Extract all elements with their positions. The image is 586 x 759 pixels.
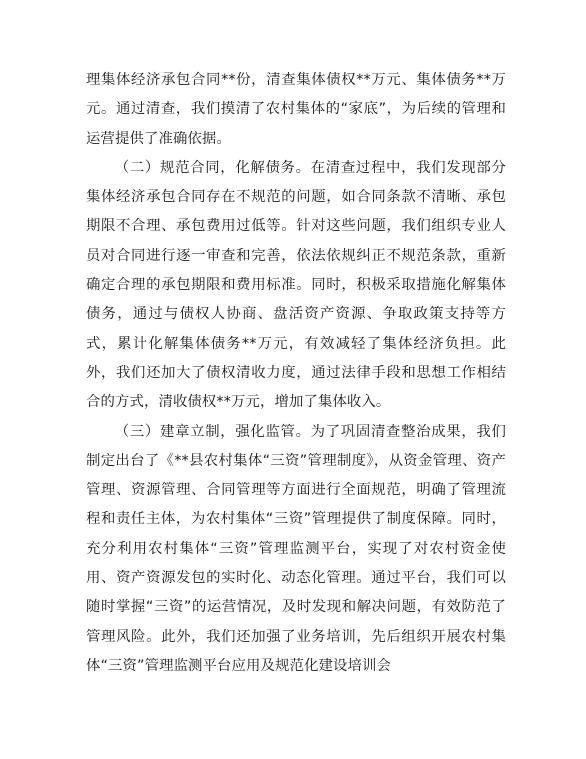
- body-text: [86, 66, 506, 681]
- paragraph-3: （三）建章立制，强化监管。为了巩固清查整治成果，我们制定出台了《**县农村集体“三资”管理制度》，从资金管理、资产管理、资源管理、合同管理等方面进行全面规范，明确了管理流程和责任主体，为农村集体“三资”管理提供了制度保障。同时，充分利用农村集体“三资”管理监测平台，实现了对农村资金使用、资产资源发包的实时化、动态化管理。通过平台，我们可以随时掌握“三资”的运营情况，及时发现和解决问题，有效防范了管理风险。此外，我们还加强了业务培训，先后组织开展农村集体“三资”管理监测平台应用及规范化建设培训会: [86, 423, 506, 674]
- paragraph-2: （二）规范合同，化解债务。在清查过程中，我们发现部分集体经济承包合同存在不规范的问题，如合同条款不清晰、承包期限不合理、承包费用过低等。针对这些问题，我们组织专业人员对合同进行逐一审查和完善，依法依规纠正不规范条款，重新确定合理的承包期限和费用标准。同时，积极采取措施化解集体债务，通过与债权人协商、盘活资产资源、争取政策支持等方式，累计化解集体债务**万元，有效减轻了集体经济负担。此外，我们还加大了债权清收力度，通过法律手段和思想工作相结合的方式，清收债权**万元，增加了集体收入。: [86, 159, 506, 411]
- paragraph-1: 理集体经济承包合同**份，清查集体债权**万元、集体债务**万元。通过清查，我们摸清了农村集体的“家底”，为后续的管理和运营提供了准确依据。: [86, 72, 506, 147]
